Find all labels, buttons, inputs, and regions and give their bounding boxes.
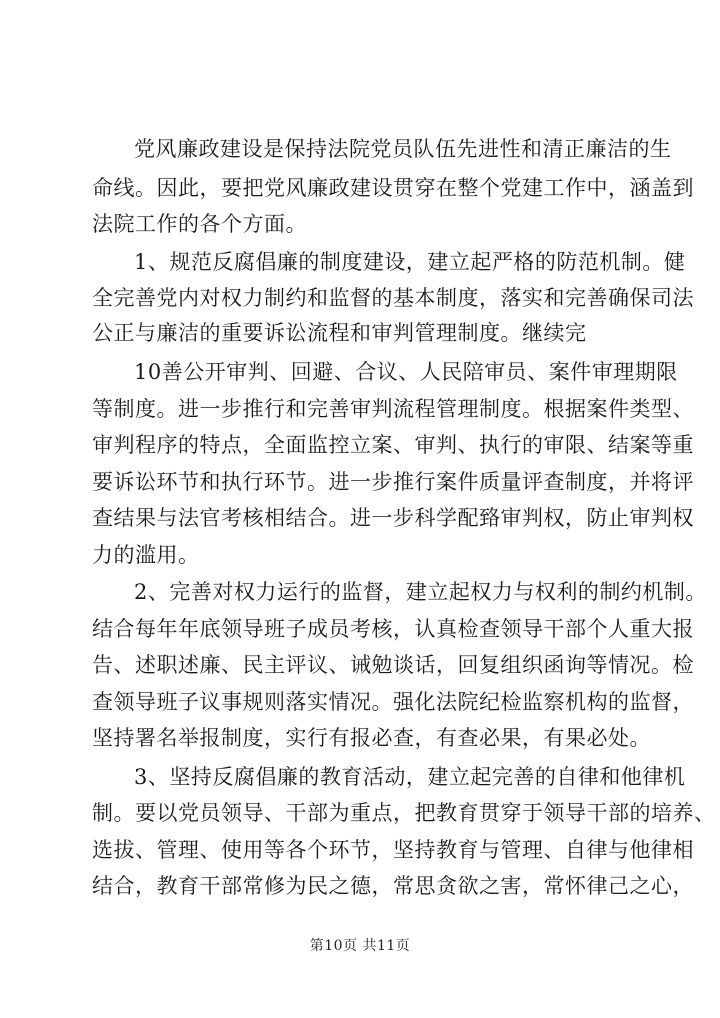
paragraph-3-line-5: 查结果与法官考核相结合。进一步科学配臵审判权，防止审判权 <box>92 506 694 530</box>
paragraph-4-line-2: 结合每年年底领导班子成员考核，认真检查领导干部个人重大报 <box>92 617 694 641</box>
paragraph-2-line-2: 全完善党内对权力制约和监督的基本制度，落实和完善确保司法 <box>92 286 694 310</box>
paragraph-3-line-1: 10善公开审判、回避、合议、人民陪审员、案件审理期限 <box>134 360 678 384</box>
paragraph-3-line-6: 力的滥用。 <box>92 543 200 567</box>
paragraph-3-line-3: 审判程序的特点，全面监控立案、审判、执行的审限、结案等重 <box>92 433 694 457</box>
paragraph-4-line-3: 告、述职述廉、民主评议、诫勉谈话，回复组织函询等情况。检 <box>92 653 694 677</box>
paragraph-1-line-1: 党风廉政建设是保持法院党员队伍先进性和清正廉洁的生 <box>134 137 672 161</box>
paragraph-5-line-3: 选拔、管理、使用等各个环节，坚持教育与管理、自律与他律相 <box>92 838 694 862</box>
paragraph-1-line-2: 命线。因此，要把党风廉政建设贯穿在整个党建工作中，涵盖到 <box>92 176 694 200</box>
paragraph-3-line-2: 等制度。进一步推行和完善审判流程管理制度。根据案件类型、 <box>92 397 694 421</box>
paragraph-4-line-4: 查领导班子议事规则落实情况。强化法院纪检监察机构的监督， <box>92 690 694 714</box>
paragraph-4-line-1: 2、完善对权力运行的监督，建立起权力与权利的制约机制。 <box>134 580 707 604</box>
paragraph-2-line-3: 公正与廉洁的重要诉讼流程和审判管理制度。继续完 <box>92 321 587 345</box>
paragraph-5-line-4: 结合，教育干部常修为民之德，常思贪欲之害，常怀律己之心， <box>92 874 694 898</box>
paragraph-2-line-1: 1、规范反腐倡廉的制度建设，建立起严格的防范机制。健 <box>134 250 686 274</box>
paragraph-4-line-5: 坚持署名举报制度，实行有报必查，有查必果，有果必处。 <box>92 726 651 750</box>
paragraph-3-line-4: 要诉讼环节和执行环节。进一步推行案件质量评查制度，并将评 <box>92 470 694 494</box>
page-number-footer: 第10页 共11页 <box>309 938 411 954</box>
paragraph-1-line-3: 法院工作的各个方面。 <box>92 212 307 236</box>
paragraph-5-line-1: 3、坚持反腐倡廉的教育活动，建立起完善的自律和他律机 <box>134 765 686 789</box>
paragraph-5-line-2: 制。要以党员领导、干部为重点，把教育贯穿于领导干部的培养、 <box>92 801 716 825</box>
